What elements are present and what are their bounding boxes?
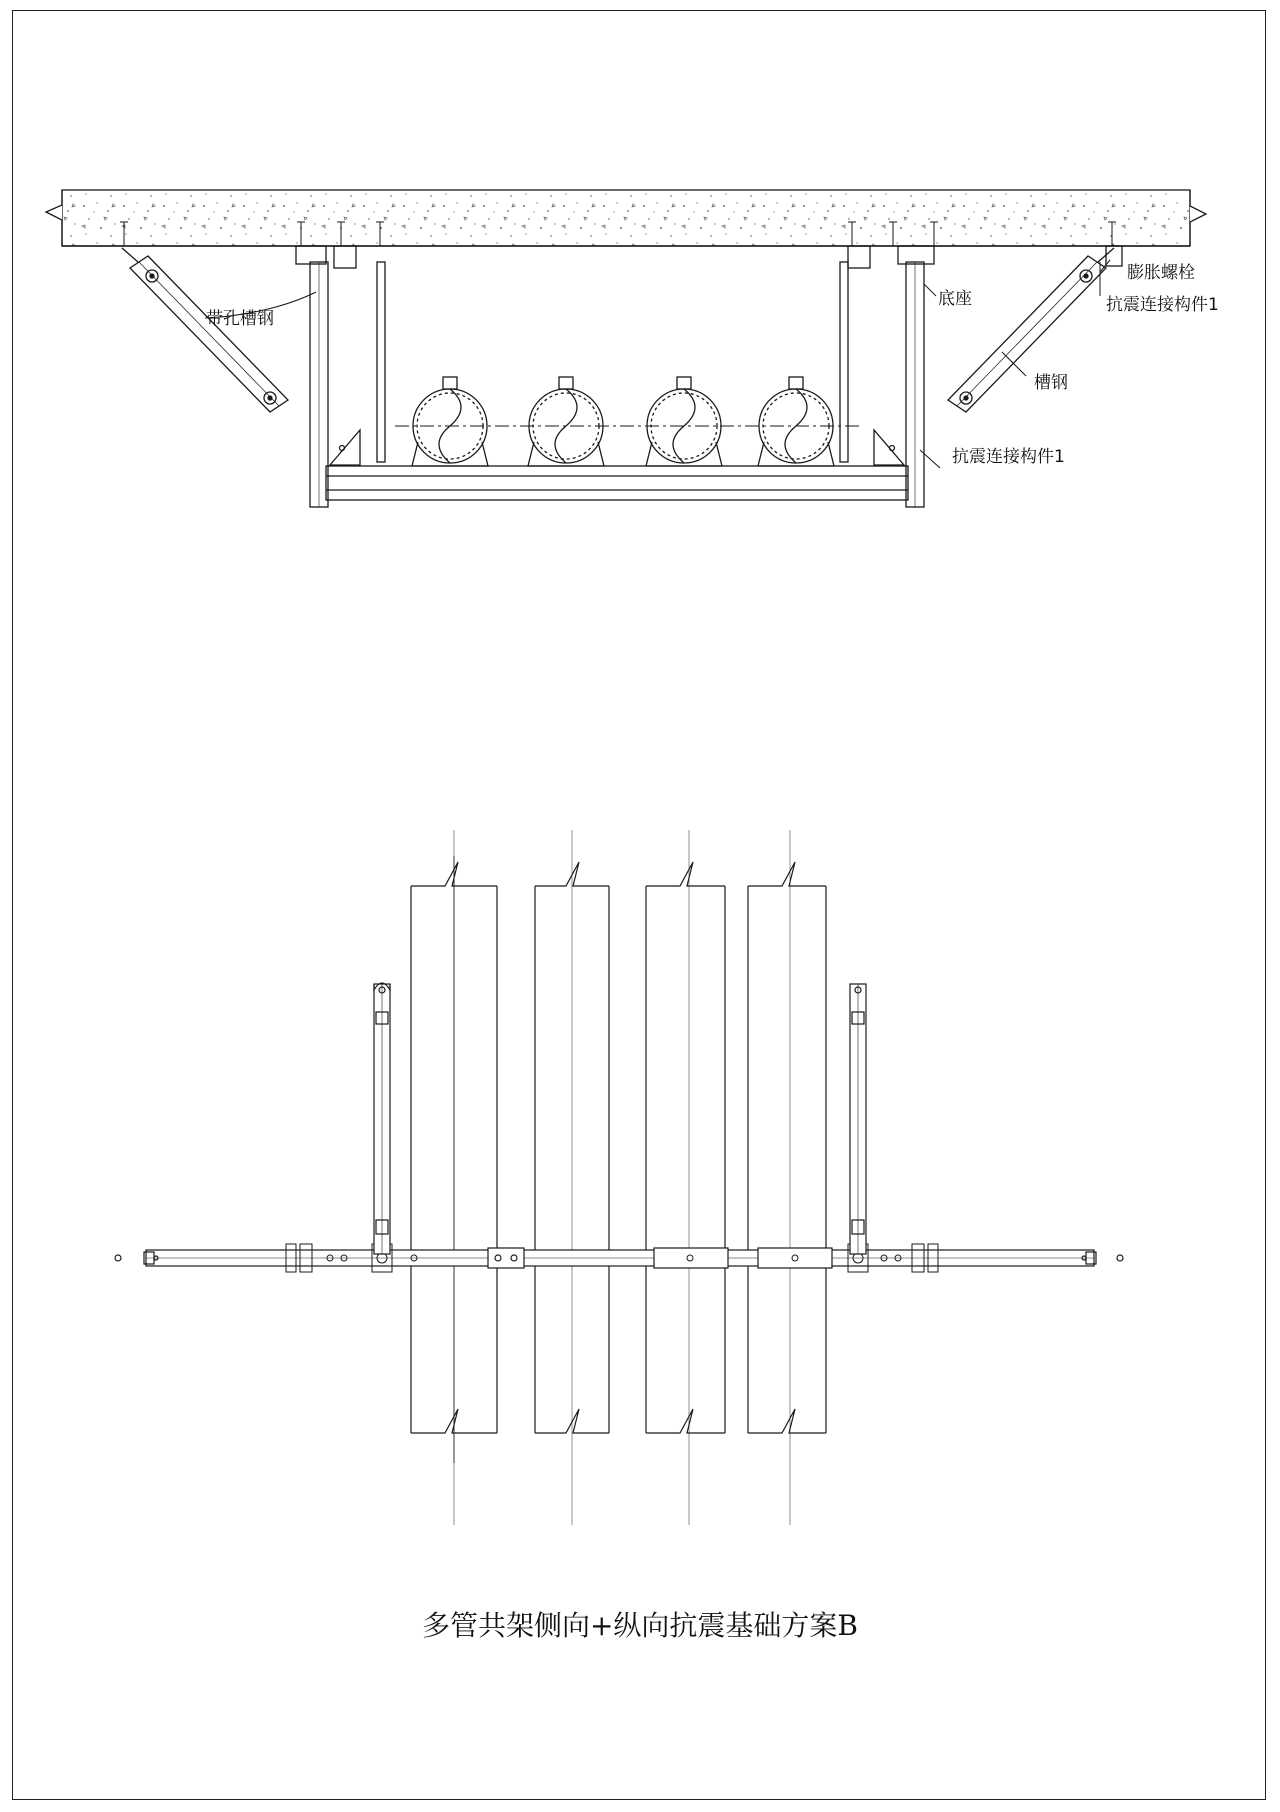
pipe-4 [758,377,834,466]
cross-beam [326,430,908,500]
pipe-strips [411,856,826,1463]
pipe-strip-1 [411,856,497,1463]
plan-channel-bar [115,1248,1123,1268]
label-expansion-bolt: 膨胀螺栓 [1127,263,1195,283]
left-diagonal-brace [122,248,288,412]
pipe-strip-4 [748,862,826,1433]
label-channel-steel: 槽钢 [1034,373,1068,393]
leader-lines [205,260,1110,468]
drawing-title: 多管共架侧向+纵向抗震基础方案B [421,1609,859,1642]
plan-vertical-braces [374,983,866,1254]
label-base: 底座 [938,289,972,309]
pipe-3 [646,377,722,466]
label-seismic-connector-top: 抗震连接构件1 [1106,295,1219,315]
centre-lines [454,830,790,1525]
plan-view [115,830,1123,1525]
label-seismic-connector-bottom: 抗震连接构件1 [952,447,1065,467]
concrete-slab [46,190,1206,246]
pipes [395,377,860,466]
pipe-1 [412,377,488,466]
base-plates [296,246,1122,268]
label-perforated-channel: 带孔槽钢 [206,309,274,329]
pipe-2 [528,377,604,466]
vertical-hangers [310,262,924,507]
pipe-strip-3 [646,862,725,1433]
right-diagonal-brace [948,248,1114,412]
